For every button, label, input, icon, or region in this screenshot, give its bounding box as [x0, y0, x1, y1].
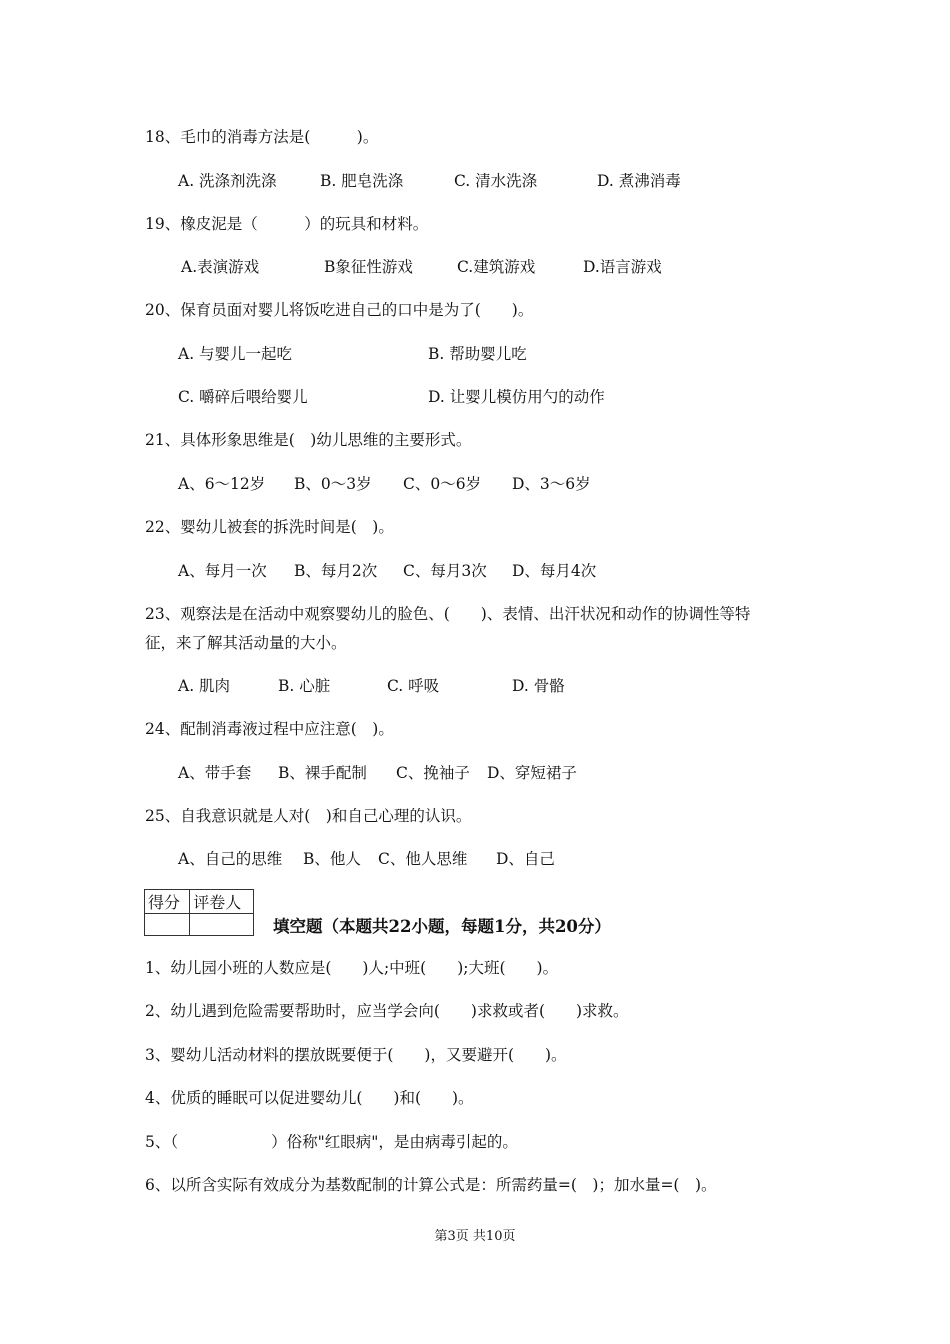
question-22-stem: 22、婴幼儿被套的拆洗时间是( )。 — [145, 518, 394, 536]
option-d: D. 煮沸消毒 — [597, 172, 681, 190]
fill-blank-4: 4、优质的睡眠可以促进婴幼儿( )和( )。 — [145, 1089, 474, 1107]
option-a: A、自己的思维 — [178, 850, 283, 868]
score-cell — [145, 914, 190, 936]
fill-blank-1: 1、幼儿园小班的人数应是( )人;中班( );大班( )。 — [145, 959, 559, 977]
question-25-stem: 25、自我意识就是人对( )和自己心理的认识。 — [145, 807, 472, 825]
option-a: A. 与婴儿一起吃 — [178, 345, 293, 363]
question-24-stem: 24、配制消毒液过程中应注意( )。 — [145, 720, 394, 738]
option-b: B、每月2次 — [294, 562, 378, 580]
option-d: D.语言游戏 — [583, 258, 662, 276]
option-d: D、穿短裙子 — [487, 764, 577, 782]
section-title: 填空题（本题共22小题，每题1分，共20分） — [273, 917, 611, 936]
option-d: D. 骨骼 — [512, 677, 565, 695]
fill-blank-2: 2、幼儿遇到危险需要帮助时，应当学会向( )求救或者( )求救。 — [145, 1002, 629, 1020]
fill-blank-3: 3、婴幼儿活动材料的摆放既要便于( )，又要避开( )。 — [145, 1046, 567, 1064]
question-20-stem: 20、保育员面对婴儿将饭吃进自己的口中是为了( )。 — [145, 301, 534, 319]
option-a: A. 洗涤剂洗涤 — [178, 172, 277, 190]
option-c: C. 呼吸 — [387, 677, 440, 695]
option-d: D、3～6岁 — [512, 475, 591, 493]
option-b: B、裸手配制 — [278, 764, 367, 782]
option-c: C. 嚼碎后喂给婴儿 — [178, 388, 308, 406]
option-c: C. 清水洗涤 — [454, 172, 538, 190]
option-b: B. 心脏 — [278, 677, 331, 695]
option-c: C、每月3次 — [403, 562, 487, 580]
option-c: C、他人思维 — [378, 850, 468, 868]
page-footer: 第3页 共10页 — [434, 1229, 516, 1244]
option-b: B. 肥皂洗涤 — [320, 172, 404, 190]
option-c: C.建筑游戏 — [457, 258, 536, 276]
option-a: A、6～12岁 — [178, 475, 266, 493]
option-d: D、每月4次 — [512, 562, 597, 580]
option-c: C、0～6岁 — [403, 475, 482, 493]
question-23-stem-line1: 23、观察法是在活动中观察婴幼儿的脸色、( )、表情、出汗状况和动作的协调性等特 — [145, 605, 751, 623]
option-a: A. 肌肉 — [178, 677, 231, 695]
fill-blank-6: 6、以所含实际有效成分为基数配制的计算公式是：所需药量=( )；加水量=( )。 — [145, 1176, 717, 1194]
grader-cell — [190, 914, 254, 936]
option-b: B、他人 — [303, 850, 361, 868]
grader-label: 评卷人 — [190, 890, 254, 914]
question-18-stem: 18、毛巾的消毒方法是( )。 — [145, 128, 379, 146]
option-a: A、每月一次 — [178, 562, 267, 580]
option-b: B象征性游戏 — [324, 258, 413, 276]
score-label: 得分 — [145, 890, 190, 914]
score-grader-box — [144, 889, 254, 936]
option-d: D、自己 — [496, 850, 555, 868]
option-a: A.表演游戏 — [181, 258, 260, 276]
option-b: B. 帮助婴儿吃 — [428, 345, 527, 363]
question-19-stem: 19、橡皮泥是（ ）的玩具和材料。 — [145, 215, 429, 233]
option-d: D. 让婴儿模仿用勺的动作 — [428, 388, 605, 406]
question-21-stem: 21、具体形象思维是( )幼儿思维的主要形式。 — [145, 431, 472, 449]
fill-blank-5: 5、（ ）俗称"红眼病"，是由病毒引起的。 — [145, 1133, 518, 1151]
option-c: C、挽袖子 — [396, 764, 470, 782]
option-a: A、带手套 — [178, 764, 252, 782]
option-b: B、0～3岁 — [294, 475, 372, 493]
question-23-stem-line2: 征，来了解其活动量的大小。 — [145, 634, 347, 652]
